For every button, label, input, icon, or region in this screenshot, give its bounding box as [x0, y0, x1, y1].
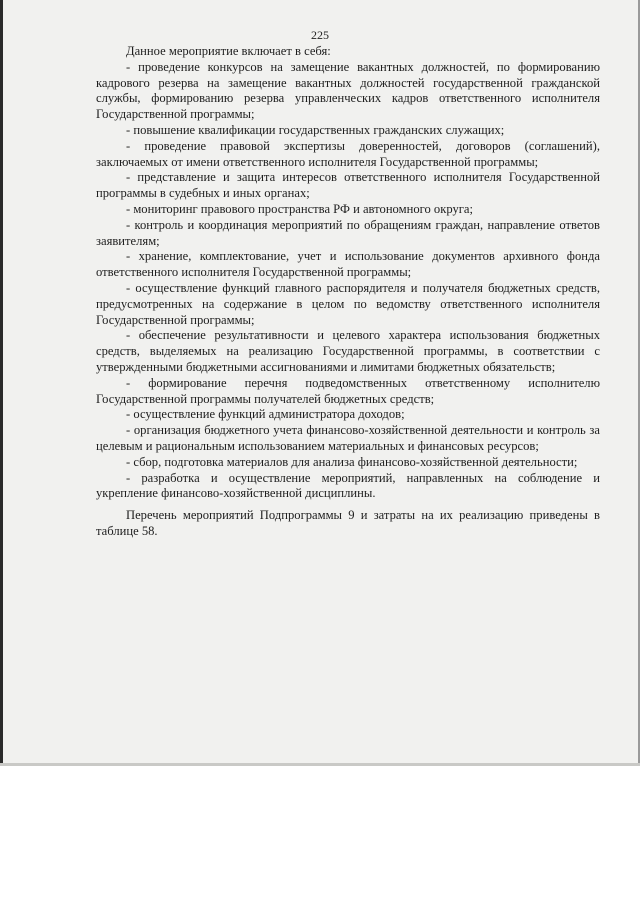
list-item: - сбор, подготовка материалов для анализа финансово-хозяйственной деятельности; [126, 454, 578, 469]
list-item: - формирование перечня подведомственных ответственному исполнителю Государственной программы получателей бюджетных средств; [96, 375, 600, 406]
intro-paragraph: Данное мероприятие включает в себя: [126, 44, 331, 58]
scan-bottom-edge [0, 763, 640, 766]
list-item: - осуществление функций главного распорядителя и получателя бюджетных средств, предусмотренных на содержание в целом по ведомству ответственного исполнителя Государственной программы; [96, 280, 600, 327]
list-item: - проведение конкурсов на замещение вакантных должностей, по формированию кадрового резерва на замещение вакантных должностей государственной гражданской службы, формированию резерва управленческих кадров ответственного исполнителя Государственной программы; [96, 59, 600, 122]
list-item: - организация бюджетного учета финансово-хозяйственной деятельности и контроль за целевым и рациональным использованием материальных и финансовых ресурсов; [96, 423, 600, 453]
list-item: - хранение, комплектование, учет и использование документов архивного фонда ответственного исполнителя Государственной программы; [96, 249, 600, 280]
list-item: - осуществление функций администратора доходов; [126, 407, 405, 422]
list-item: - представление и защита интересов ответственного исполнителя Государственной программы в судебных и иных органах; [96, 170, 600, 201]
final-paragraph: Перечень мероприятий Подпрограммы 9 и затраты на их реализацию приведены в таблице 58. [96, 508, 600, 538]
document-body [96, 44, 600, 540]
page-number: 225 [311, 28, 329, 42]
list-item: - мониторинг правового пространства РФ и автономного округа; [126, 201, 474, 216]
scan-edge-left [0, 0, 3, 765]
list-item: - обеспечение результативности и целевого характера использования бюджетных средств, выделяемых на реализацию Государственной программы, в соответствии с утвержденными бюджетными ассигнованиями и лимитами бюджетных обязательств; [96, 328, 600, 374]
list-item: - повышение квалификации государственных гражданских служащих; [126, 122, 505, 137]
list-item: - разработка и осуществление мероприятий, направленных на соблюдение и укрепление финансово-хозяйственной дисциплины. [96, 470, 600, 501]
list-item: - проведение правовой экспертизы доверенностей, договоров (соглашений), заключаемых от имени ответственного исполнителя Государственной программы; [96, 138, 600, 169]
list-item: - контроль и координация мероприятий по обращениям граждан, направление ответов заявителям; [96, 217, 600, 248]
